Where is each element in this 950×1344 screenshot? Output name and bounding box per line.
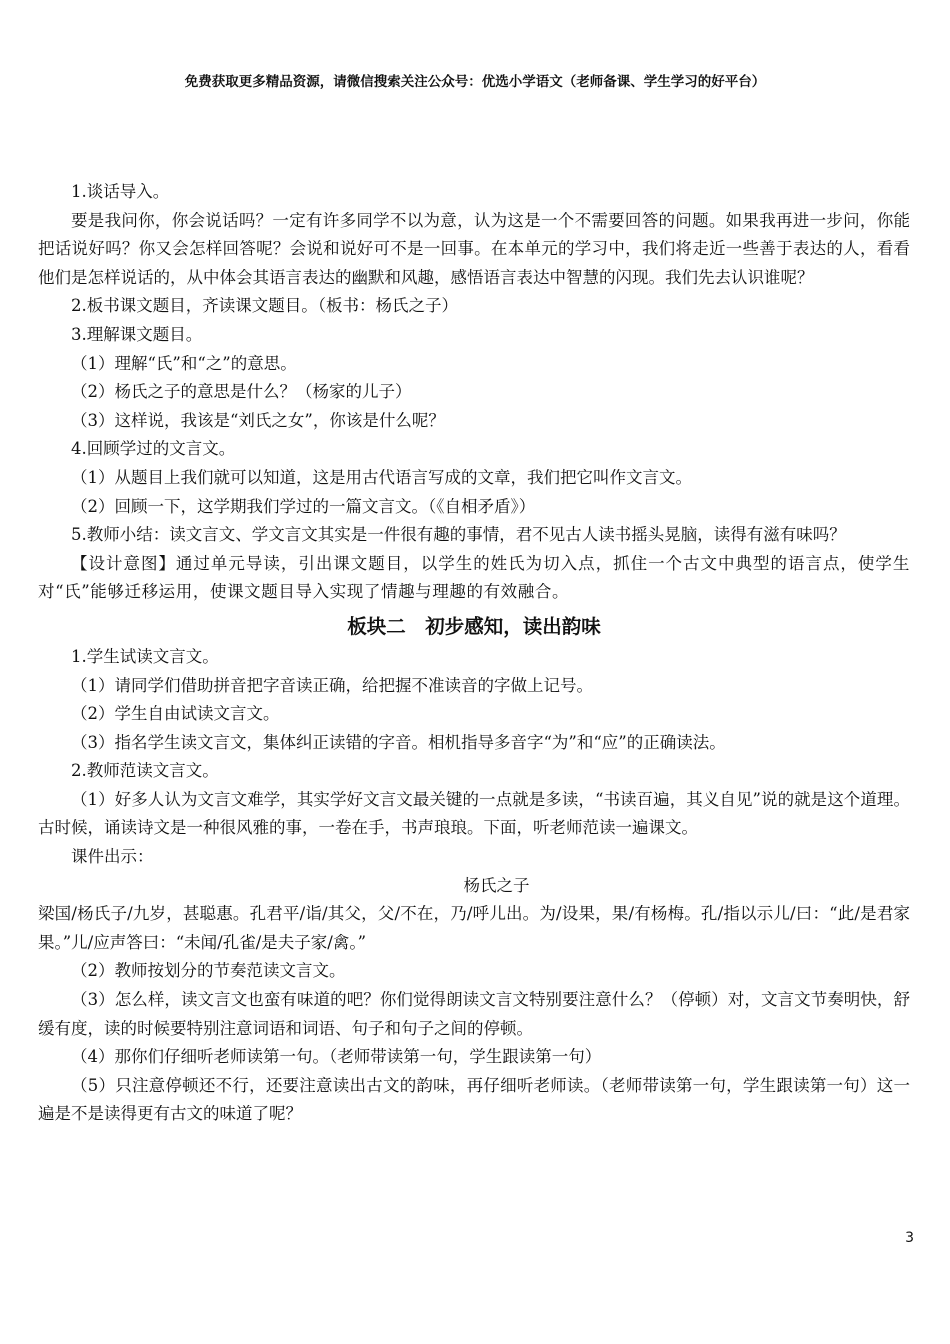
paragraph: 5.教师小结：读文言文、学文言文其实是一件很有趣的事情，君不见古人读书摇头晃脑，读得有滋有味吗？	[71, 525, 846, 545]
paragraph: （3）指名学生读文言文，集体纠正读错的字音。相机指导多音字“为”和“应”的正确读法。	[71, 732, 726, 752]
classical-text-title: 杨氏之子	[463, 875, 530, 895]
paragraph: （2）教师按划分的节奏范读文言文。	[71, 961, 346, 981]
paragraph: （3）怎么样，读文言文也蛮有味道的吧？你们觉得朗读文言文特别要注意什么？（停顿）对，文言文节奏明快，舒缓有度，读的时候要特别注意词语和词语、句子和句子之间的停顿。	[38, 990, 910, 1038]
classical-text-body: 梁国/杨氏子/九岁，甚聪惠。孔君平/诣/其父，父/不在，乃/呼儿出。为/设果，果/有杨梅。孔/指以示儿/曰：“此/是君家果。”儿/应声答曰：“未闻/孔雀/是夫子家/禽。”	[38, 904, 910, 952]
paragraph: （3）这样说，我该是“刘氏之女”，你该是什么呢？	[71, 410, 445, 430]
paragraph: （1）理解“氏”和“之”的意思。	[71, 353, 297, 373]
section-title: 板块二 初步感知，读出韵味	[347, 614, 601, 638]
paragraph: 4.回顾学过的文言文。	[71, 439, 236, 459]
paragraph: 2.教师范读文言文。	[71, 761, 219, 781]
paragraph: （5）只注意停顿还不行，还要注意读出古文的韵味，再仔细听老师读。（老师带读第一句，学生跟读第一句）这一遍是不是读得更有古文的味道了呢？	[38, 1075, 910, 1124]
paragraph: （4）那你们仔细听老师读第一句。（老师带读第一句，学生跟读第一句）	[71, 1047, 602, 1067]
paragraph: 2.板书课文题目，齐读课文题目。（板书：杨氏之子）	[71, 296, 458, 316]
paragraph: （1）请同学们借助拼音把字音读正确，给把握不准读音的字做上记号。	[71, 675, 593, 695]
paragraph: （1）好多人认为文言文难学，其实学好文言文最关键的一点就是多读，“书读百遍，其义自见”说的就是这个道理。古时候，诵读诗文是一种很风雅的事，一卷在手，书声琅琅。下面，听老师范读一遍课文。	[38, 789, 910, 838]
paragraph: （2）杨氏之子的意思是什么？（杨家的儿子）	[71, 382, 412, 402]
paragraph: 1.谈话导入。	[71, 182, 170, 201]
document-body	[38, 178, 910, 1129]
paragraph: 3.理解课文题目。	[71, 324, 203, 344]
paragraph: （2）回顾一下，这学期我们学过的一篇文言文。（《自相矛盾》）	[71, 496, 536, 516]
page-header: 免费获取更多精品资源，请微信搜索关注公众号：优选小学语文（老师备课、学生学习的好平台）	[184, 74, 766, 90]
design-intent: 【设计意图】通过单元导读，引出课文题目，以学生的姓氏为切入点，抓住一个古文中典型的语言点，使学生对“氏”能够迁移运用，使课文题目导入实现了情趣与理趣的有效融合。	[38, 553, 910, 602]
page-number: 3	[905, 1230, 914, 1246]
paragraph: 课件出示：	[71, 847, 154, 867]
paragraph: 1.学生试读文言文。	[71, 646, 219, 666]
paragraph: 要是我问你，你会说话吗？一定有许多同学不以为意，认为这是一个不需要回答的问题。如果我再进一步问，你能把话说好吗？你又会怎样回答呢？会说和说好可不是一回事。在本单元的学习中，我们将走近一些善于表达的人，看看他们是怎样说话的，从中体会其语言表达的幽默和风趣，感悟语言表达中智慧的闪现。我们先去认识谁呢？	[38, 210, 910, 287]
paragraph: （2）学生自由试读文言文。	[71, 704, 280, 724]
paragraph: （1）从题目上我们就可以知道，这是用古代语言写成的文章，我们把它叫作文言文。	[71, 467, 692, 487]
